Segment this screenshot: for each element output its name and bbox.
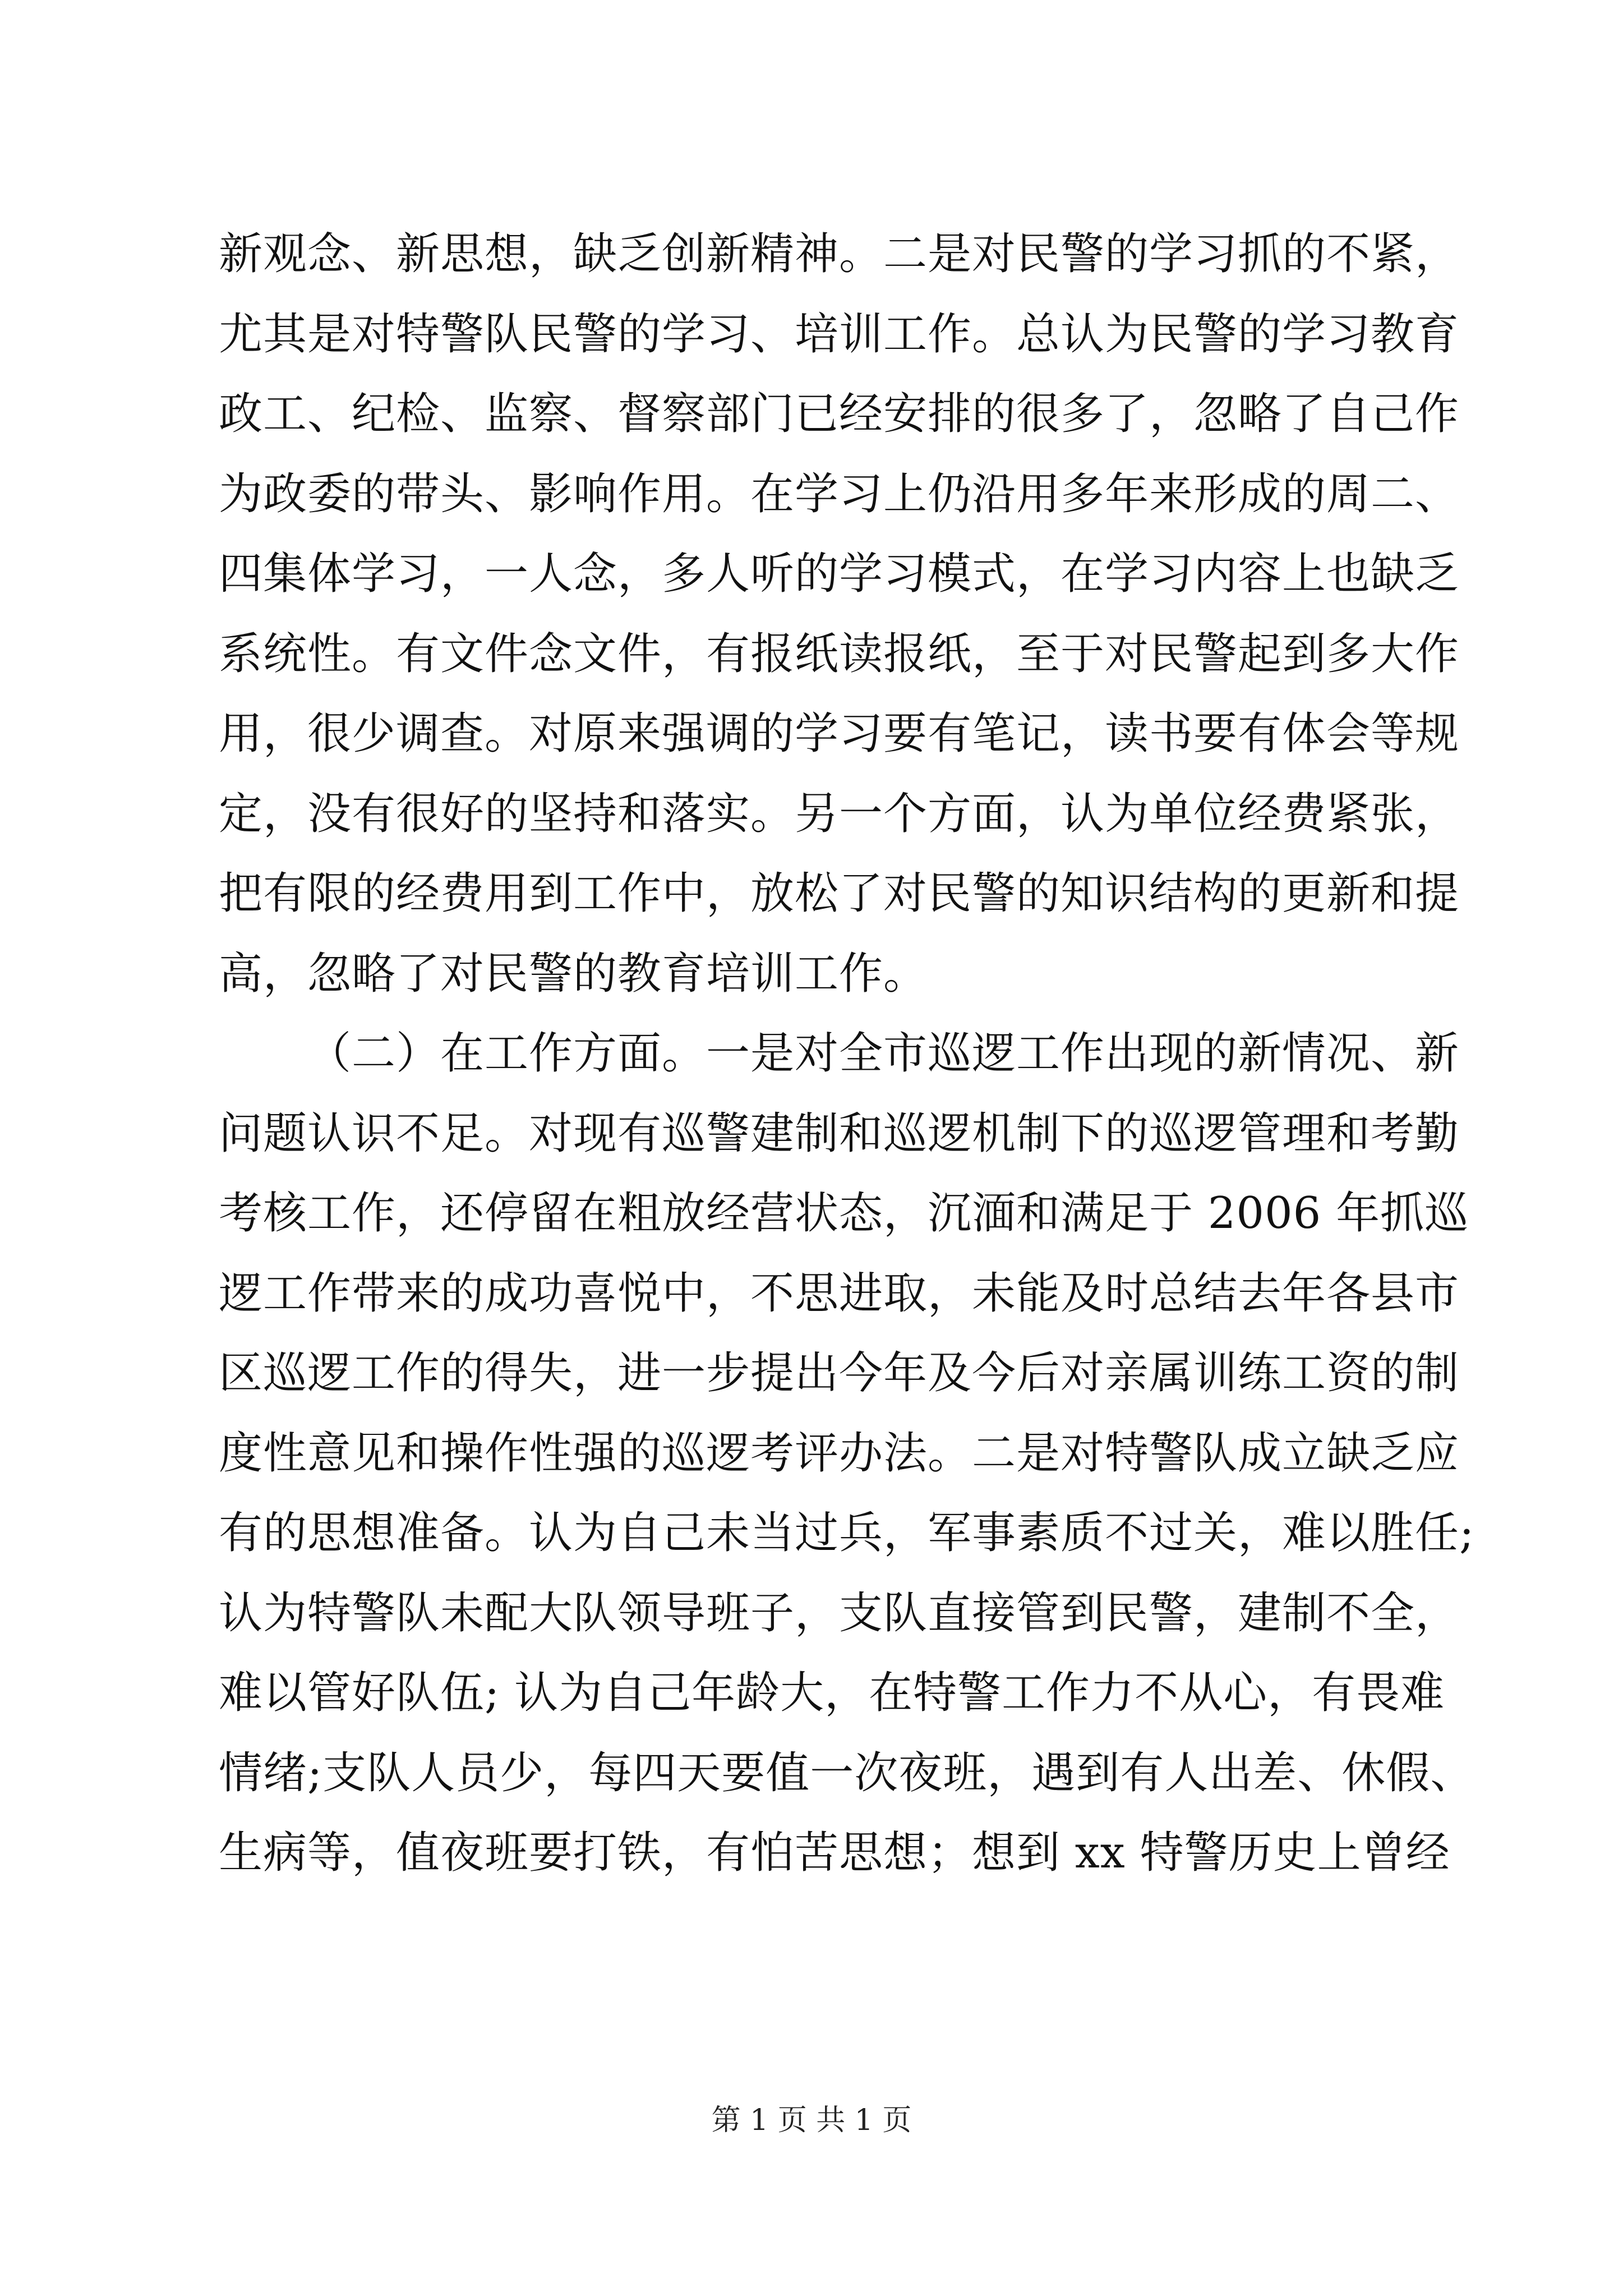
text-line-21: 生病等，值夜班要打铁，有怕苦思想；想到 xx 特警历史上曾经 (219, 1828, 1450, 1878)
text-line-14: 逻工作带来的成功喜悦中，不思进取，未能及时总结去年各县市 (219, 1268, 1460, 1319)
document-body (219, 214, 1475, 1893)
text-line-13: 考核工作，还停留在粗放经营状态，沉湎和满足于 2006 年抓巡 (219, 1188, 1469, 1239)
text-line-19: 难以管好队伍; 认为自己年龄大，在特警工作力不从心，有畏难 (219, 1668, 1445, 1718)
text-line-7: 用，很少调查。对原来强调的学习要有笔记，读书要有体会等规 (219, 708, 1460, 759)
text-line-8: 定，没有很好的坚持和落实。另一个方面，认为单位经费紧张， (219, 788, 1460, 839)
section-heading-line: （二）在工作方面。一是对全市巡逻工作出现的新情况、新 (307, 1028, 1460, 1079)
text-line-20: 情绪;支队人员少，每四天要值一次夜班，遇到有人出差、休假、 (219, 1747, 1475, 1798)
text-line-12: 问题认识不足。对现有巡警建制和巡逻机制下的巡逻管理和考勤 (219, 1108, 1460, 1159)
text-line-9: 把有限的经费用到工作中，放松了对民警的知识结构的更新和提 (219, 868, 1460, 919)
text-line-3: 政工、纪检、监察、督察部门已经安排的很多了，忽略了自己作 (219, 389, 1460, 439)
text-line-17: 有的思想准备。认为自己未当过兵，军事素质不过关，难以胜任; (219, 1508, 1475, 1558)
text-line-10: 高，忽略了对民警的教育培训工作。 (219, 948, 928, 999)
page-footer: 第 1 页 共 1 页 (711, 2104, 912, 2137)
text-line-4: 为政委的带头、影响作用。在学习上仍沿用多年来形成的周二、 (219, 468, 1460, 519)
text-line-6: 系统性。有文件念文件，有报纸读报纸，至于对民警起到多大作 (219, 628, 1460, 679)
text-line-5: 四集体学习，一人念，多人听的学习模式，在学习内容上也缺乏 (219, 549, 1460, 599)
text-line-1: 新观念、新思想，缺乏创新精神。二是对民警的学习抓的不紧， (219, 229, 1460, 279)
text-line-2: 尤其是对特警队民警的学习、培训工作。总认为民警的学习教育 (219, 309, 1460, 360)
text-line-18: 认为特警队未配大队领导班子，支队直接管到民警，建制不全， (219, 1588, 1460, 1639)
text-line-16: 度性意见和操作性强的巡逻考评办法。二是对特警队成立缺乏应 (219, 1428, 1460, 1479)
text-line-15: 区巡逻工作的得失，进一步提出今年及今后对亲属训练工资的制 (219, 1348, 1460, 1398)
